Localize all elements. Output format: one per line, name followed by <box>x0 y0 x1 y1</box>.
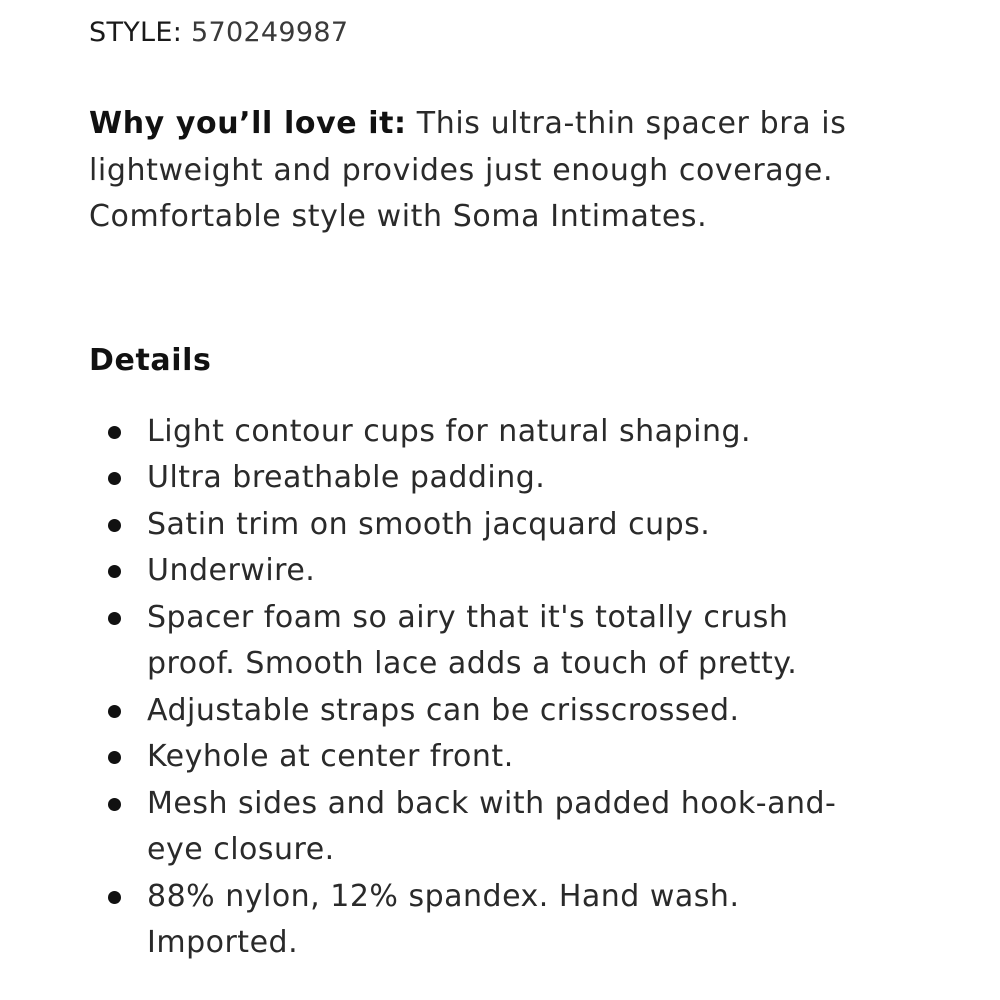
list-item <box>89 595 879 688</box>
detail-text: Spacer foam so airy that it's totally crush proof. Smooth lace adds a touch of pretty. <box>147 599 798 681</box>
bullet-icon <box>108 798 121 811</box>
list-item <box>89 874 879 967</box>
list-item <box>89 409 879 456</box>
detail-text: Light contour cups for natural shaping. <box>147 413 752 449</box>
bullet-icon <box>108 891 121 904</box>
list-item <box>89 502 879 549</box>
why-label: Why you’ll love it: <box>89 106 407 141</box>
detail-text: Ultra breathable padding. <box>147 460 546 495</box>
why-text: This ultra-thin spacer bra is lightweight and provides just enough coverage. Comfortable style with Soma Intimates. <box>89 106 847 234</box>
detail-text: Keyhole at center front. <box>147 739 514 774</box>
details-list <box>89 409 879 967</box>
bullet-icon <box>108 565 121 578</box>
detail-text: Adjustable straps can be crisscrossed. <box>147 692 740 728</box>
bullet-icon <box>108 519 121 532</box>
product-description <box>89 14 969 967</box>
list-item <box>89 548 879 595</box>
list-item <box>89 455 879 502</box>
bullet-icon <box>108 612 121 625</box>
style-number-line <box>89 14 969 52</box>
detail-text: 88% nylon, 12% spandex. Hand wash. Imported. <box>147 878 740 960</box>
style-label: STYLE: <box>89 17 183 48</box>
list-item <box>89 734 879 781</box>
bullet-icon <box>108 705 121 718</box>
bullet-icon <box>108 426 121 439</box>
detail-text: Underwire. <box>147 553 316 588</box>
why-youll-love-it <box>89 101 889 241</box>
list-item <box>89 781 879 874</box>
bullet-icon <box>108 472 121 485</box>
style-number: 570249987 <box>191 17 349 48</box>
detail-text: Satin trim on smooth jacquard cups. <box>147 506 711 542</box>
details-heading: Details <box>89 342 212 378</box>
list-item <box>89 688 879 735</box>
bullet-icon <box>108 751 121 764</box>
detail-text: Mesh sides and back with padded hook-and-eye closure. <box>147 785 837 867</box>
